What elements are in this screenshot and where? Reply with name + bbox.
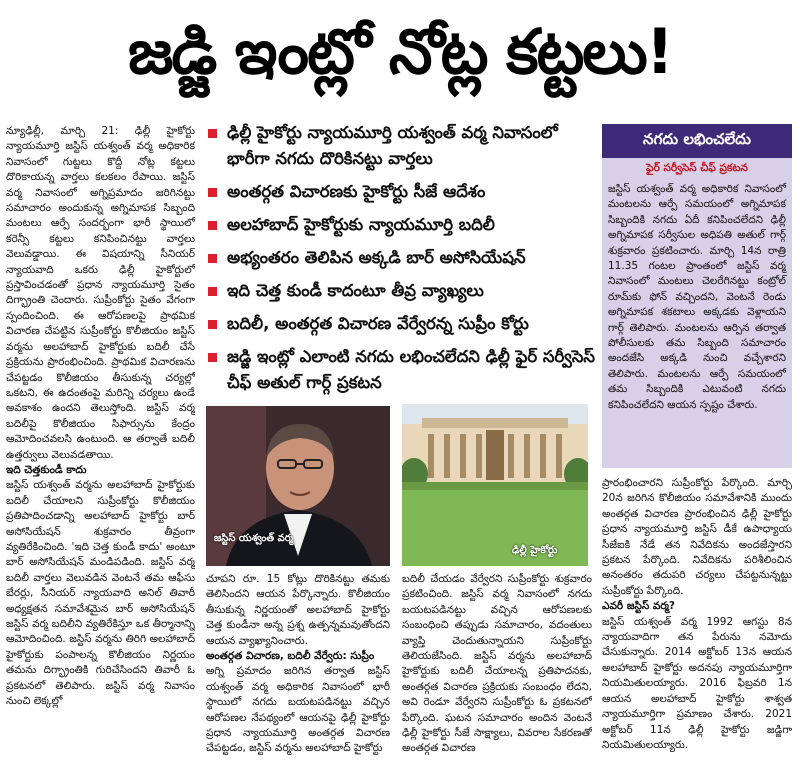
article-column-middle-2 [402,572,592,777]
subheading: ఇది చెత్తకుండీ కాదు [6,463,87,476]
highlight-text: బదిలీ, అంతర్గత విచారణ వేర్వేరన్న సుప్రీం కోర్టు [227,314,529,333]
highlight-item [200,120,598,172]
court-photo [402,404,588,566]
highlight-item [200,245,598,271]
highlight-item [200,344,598,396]
sidebar-title: నగదు లభించలేదు [602,124,792,158]
paragraph: జస్టిస్ యశ్వంత్ వర్మను అలహాబాద్ హైకోర్టుకు బదిలీ చేయాలని సుప్రీంకోర్టు కొలీజియం ప్రతిపాదించడాన్ని అలహాబాద్ హైకోర్టు బార్ అసోసియేషన్ శుక్రవారం తీవ్రంగా వ్యతిరేకించింది. 'ఇది చెత్త కుండీ కాదు' అంటూ బార్ అసోసియేషన్ మండిపడింది. జస్టిస్ వర్మ బదిలీ వార్తలు వెలువడిన వెంటనే తమ ఆఫీసు బేరర్లు, సీనియర్ న్యాయవాది అనిల్ తివారీ అధ్యక్షతన సమావేశమైన బార్ అసోసియేషన్ జస్టిస్ వర్మ బదిలీని వ్యతిరేకిస్తూ ఒక తీర్మానాన్ని ఆమోదించింది. జస్టిస్ వర్మను తిరిగి అలహాబాద్ హైకోర్టుకు పంపాలన్న కొలీజియం నిర్ణయం తమను దిగ్భ్రాంతికి గురిచేసిందని తివారీ ఓ ప్రకటనలో తెలిపారు. జస్టిస్ వర్మ నివాసం నుంచి లెక్కల్లో [6,479,195,708]
article-column-middle [206,572,390,777]
subheading: ఎవరీ జస్టిస్ వర్మ? [602,600,675,613]
article-column-right [602,476,792,776]
highlights-list [200,120,598,392]
sidebar-subtitle: ఫైర్ సర్వీసెస్ చీఫ్ ప్రకటన [646,162,748,174]
bullet-square-icon [208,188,217,197]
highlight-text: ఢిల్లీ హైకోర్టు న్యాయమూర్తి యశ్వంత్ వర్మ నివాసంలో భారీగా నగదు దొరికినట్టు వార్తలు [227,123,558,168]
highlight-item [200,311,598,337]
headline: జడ్జి ఇంట్లో నోట్ల కట్టలు! [128,15,672,88]
bullet-square-icon [208,129,217,138]
bullet-square-icon [208,254,217,263]
highlight-item [200,278,598,304]
bullet-square-icon [208,320,217,329]
bullet-square-icon [208,353,217,362]
highlight-text: అంతర్గత విచారణకు హైకోర్టు సీజే ఆదేశం [227,182,486,201]
bullet-square-icon [208,287,217,296]
court-building-illustration [402,404,588,566]
sidebar-body: జస్టిస్ యశ్వంత్ వర్మ అధికారిక నివాసంలో మంటలను ఆర్పే సమయంలో అగ్నిమాపక సిబ్బందికి నగదు ఏదీ కనిపించలేదని ఢిల్లీ అగ్నిమాపక సర్వీసుల అధిపతి అతుల్ గార్గ్ శుక్రవారం ప్రకటించారు. మార్చి 14న రాత్రి 11.35 గంటల ప్రాంతంలో జస్టిస్ వర్మ నివాసంలో మంటలు చెలరేగినట్టు కంట్రోల్ రూమ్‌కు ఫోన్ వచ్చిందని, వెంటనే రెండు అగ్నిమాపక శకటాలు అక్కడకు వెళ్లాయని గార్గ్ తెలిపారు. మంటలను ఆర్పిన తర్వాత పోలీసులకు తమ సిబ్బంది సమాచారం అందజేసి అక్కడి నుంచి వచ్చేశారని తెలిపారు. మంటలను ఆర్పే సమయంలో తమ సిబ్బందికి ఎటువంటి నగదు కనిపించలేదని ఆయన స్పష్టం చేశారు. [608,183,786,411]
paragraph: ప్రారంభించారని సుప్రీంకోర్టు పేర్కొంది. మార్చి 20న జరిగిన కొలీజియం సమావేశానికి ముందు అంతర్గత విచారణ ప్రారంభించిన ఢిల్లీ హైకోర్టు ప్రధాన న్యాయమూర్తి జస్టిస్ డీకే ఉపాధ్యాయ సీజేఐకి నేడే తన నివేదికను అందజేస్తారని ప్రకటన పేర్కొంది. నివేదికను పరిశీలించిన అనంతరం తదుపరి చర్యలు చేపట్టనున్నట్టు సుప్రీంకోర్టు పేర్కొంది. [602,477,792,597]
bullet-square-icon [208,221,217,230]
highlight-item [200,179,598,205]
subheading: అంతర్గత విచారణ, బదిలీ వేర్వేరు: సుప్రీం [206,650,375,663]
paragraph: చూపని రూ. 15 కోట్లు దొరికినట్టు తమకు తెలిసిందని ఆయన పేర్కొన్నారు. కొలీజియం తీసుకున్న నిర్ణయంతో అలహాబాద్ హైకోర్టు చెత్త కుండీనా అన్న ప్రశ్న ఉత్పన్నమవుతోందని ఆయన వ్యాఖ్యానించారు. [206,573,390,647]
highlight-text: ఇది చెత్త కుండీ కాదంటూ తీవ్ర వ్యాఖ్యలు [227,281,484,300]
judge-photo [206,406,390,566]
photo-caption: జస్టిస్ యశ్వంత్ వర్మ [214,533,293,544]
paragraph: జస్టిస్ యశ్వంత్ వర్మ 1992 ఆగస్టు 8న న్యాయవాదిగా తన పేరును నమోదు చేసుకున్నారు. 2014 అక్టోబర్ 13న ఆయన అలహాబాద్ హైకోర్టు అదనపు న్యాయమూర్తిగా నియమితులయ్యారు. 2016 ఫిబ్రవరి 1న ఆయన అలహాబాద్ హైకోర్టు శాశ్వత న్యాయమూర్తిగా ప్రమాణం చేశారు. 2021 అక్టోబర్ 11న ఢిల్లీ హైకోర్టు జడ్జిగా నియమితులయ్యారు. [602,615,792,751]
highlight-item [200,212,598,238]
paragraph: అగ్ని ప్రమాదం జరిగిన తర్వాత జస్టిస్ యశ్వంత్ వర్మ అధికారిక నివాసంలో భారీ స్థాయిలో నగదు బయటపడినట్టు వచ్చిన ఆరోపణల నేపథ్యంలో ఆయనపై ఢిల్లీ హైకోర్టు ప్రధాన న్యాయమూర్తి అంతర్గత విచారణ చేపట్టడం, జస్టిస్ వర్మను అలహాబాద్ హైకోర్టు [206,665,390,755]
paragraph: న్యూఢిల్లీ, మార్చి 21: ఢిల్లీ హైకోర్టు న్యాయమూర్తి జస్టిస్ యశ్వంత్ వర్మ అధికారిక నివాసంలో గుట్టలు కొద్దీ నోట్ల కట్టలు దొరికాయన్న వార్తలు కలకలం రేపాయి. జస్టిస్ వర్మ నివాసంలో అగ్నిప్రమాదం జరిగినట్టు సమాచారం అందుకున్న అగ్నిమాపక సిబ్బంది మంటలు ఆర్పే సందర్భంగా భారీ స్థాయిలో కరెన్సీ కట్టలు కనిపించినట్టు వార్తలు వెలువడ్డాయి. ఈ విషయాన్ని సీనియర్ న్యాయవాది ఒకరు ఢిల్లీ హైకోర్టులో ప్రస్తావించడంతో ప్రధాన న్యాయమూర్తి సైతం దిగ్భ్రాంతి చెందారు. సుప్రీంకోర్టు సైతం వేగంగా స్పందించింది. ఈ ఆరోపణలపై ప్రాథమిక విచారణ చేపట్టిన సుప్రీంకోర్టు కొలీజియం జస్టిస్ వర్మను అలహాబాద్ హైకోర్టుకు బదిలీ చేసే ప్రక్రియను ప్రారంభించింది. ప్రాథమిక విచారణను చేపట్టడం కొలీజియం తీసుకున్న చర్యల్లో ఒకటని, ఈ ఉదంతంపై మరిన్ని చర్యలు ఉండే అవకాశం ఉందని తెలుస్తోంది. జస్టిస్ వర్మ బదిలీపై కొలీజియం సిఫార్సును కేంద్రం ఆమోదించవలసి ఉంటుంది. ఆ తర్వాతే బదిలీ ఉత్తర్వులు వెలువడతాయి. [6,125,195,461]
paragraph: బదిలీ చేయడం వేర్వేరని సుప్రీంకోర్టు శుక్రవారం ప్రకటించింది. జస్టిస్ వర్మ నివాసంలో నగదు బయటపడినట్టు వచ్చిన ఆరోపణలకు సంబంధించి తప్పుడు సమాచారం, వదంతులు వ్యాప్తి చెందుతున్నాయని సుప్రీంకోర్టు తెలియజేసింది. జస్టిస్ వర్మను అలహాబాద్ హైకోర్టుకు బదిలీ చేయాలన్న ప్రతిపాదనకు, అంతర్గత విచారణ ప్రక్రియకు సంబంధం లేదని, అవి రెండూ వేర్వేరని సుప్రీంకోర్టు ఓ ప్రకటనలో పేర్కొంది. ఘటన సమాచారం అందిన వెంటనే ఢిల్లీ హైకోర్టు సీజే సాక్ష్యాలు, వివరాల సేకరణతో అంతర్గత విచారణ [402,573,592,755]
highlight-text: జడ్జి ఇంట్లో ఎలాంటి నగదు లభించలేదని ఢిల్లీ ఫైర్ సర్వీసెస్ చీఫ్ అతుల్ గార్గ్ ప్రకటన [227,347,595,392]
article-column-left [6,124,195,776]
highlight-text: అభ్యంతరం తెలిపిన అక్కడి బార్ అసోసియేషన్ [227,248,526,267]
sidebar-box [602,124,792,468]
photo-caption: ఢిల్లీ హైకోర్టు [512,545,558,556]
highlight-text: అలహాబాద్ హైకోర్టుకు న్యాయమూర్తి బదిలీ [227,215,495,234]
